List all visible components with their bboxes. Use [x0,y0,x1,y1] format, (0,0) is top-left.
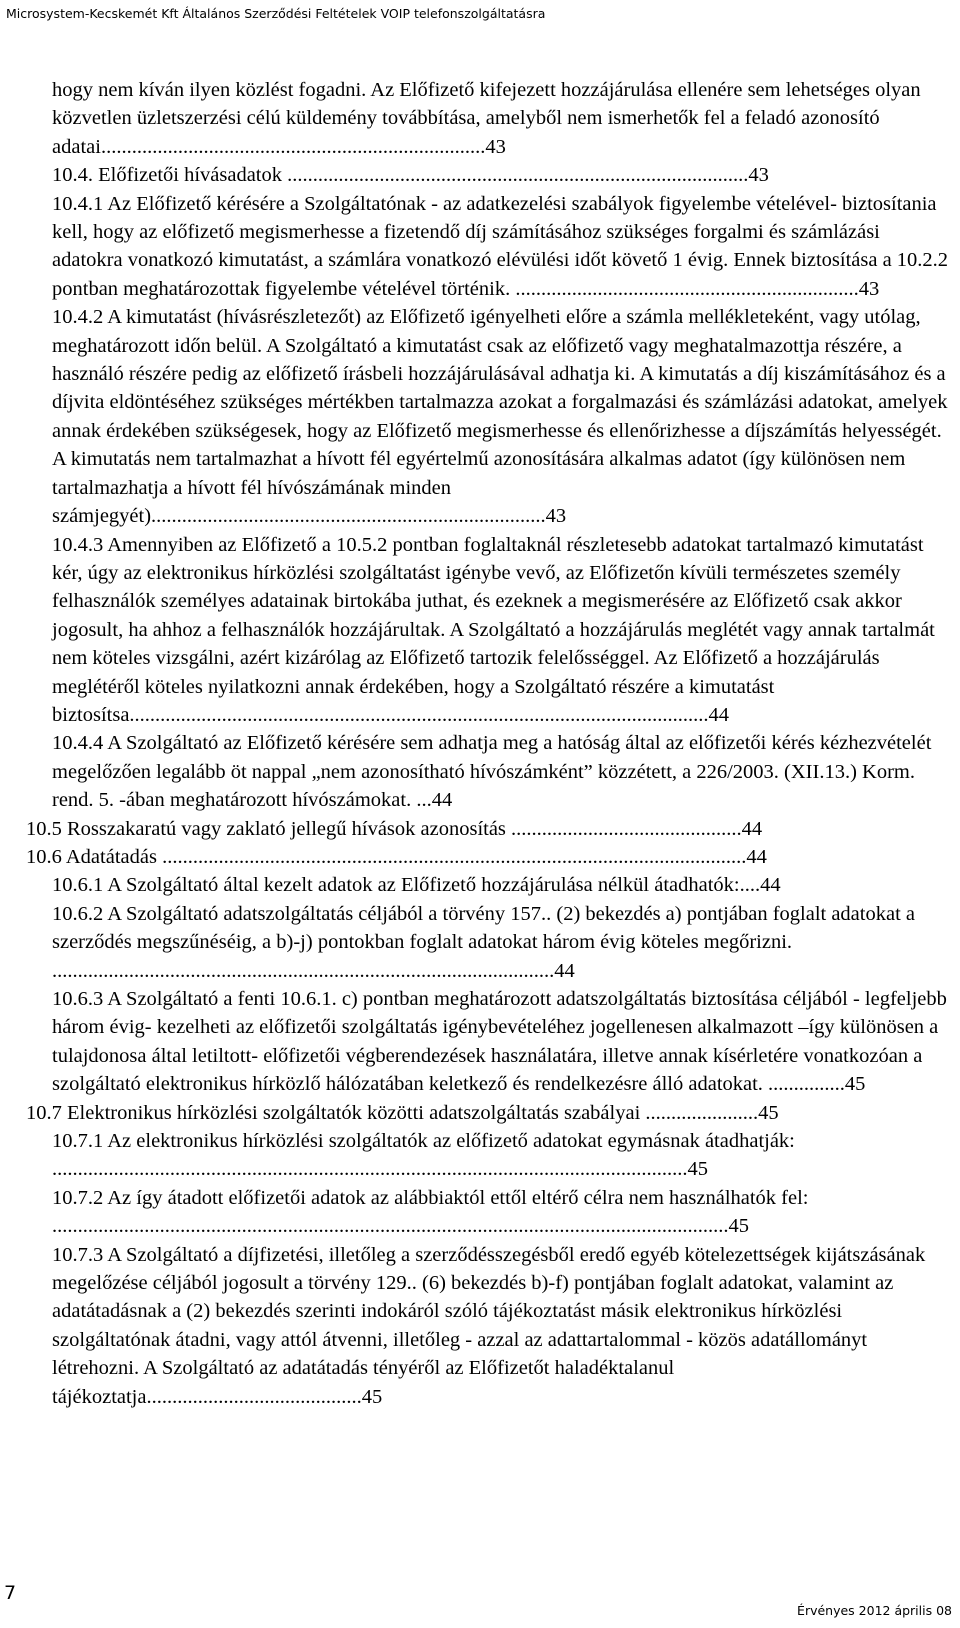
table-of-contents [26,76,953,1411]
toc-entry[interactable]: 10.6.3 A Szolgáltató a fenti 10.6.1. c) pontban meghatározott adatszolgáltatás biztosítása céljából - legfeljebb három évig- kezelheti az előfizetői szolgáltatás igénybevételéhez jogellenesen alkalmazott –így különösen a tulajdonosa által letiltott- előfizetői végberendezések használatára, illetve annak kísérletére vonatkozóan a szolgáltató elektronikus hírközlő hálózatában keletkező és rendelkezésre álló adatokat. ...............45 [52,988,947,1096]
toc-entry[interactable]: 10.7 Elektronikus hírközlési szolgáltatók közötti adatszolgáltatás szabályai ......................45 [26,1101,779,1124]
toc-entry[interactable]: 10.4.1 Az Előfizető kérésére a Szolgáltatónak - az adatkezelési szabályok figyelembe vételével- biztosítania kell, hogy az előfizető megismerhesse a fizetendő díj számításához szükséges forgalmi és számlázási adatokra vonatkozó kimutatást, a számlára vonatkozó elévülési időt követő 1 évig. Ennek biztosítása a 10.2.2 pontban meghatározottak figyelembe vételével történik. ...................................................................43 [52,192,949,300]
toc-entry[interactable]: 10.7.2 Az így átadott előfizetői adatok az alábbiaktól ettől eltérő célra nem használhatók fel: ....................................................................................................................................45 [52,1186,809,1238]
page-header: Microsystem-Kecskemét Kft Általános Szerződési Feltételek VOIP telefonszolgáltatásra [6,6,546,21]
toc-entry[interactable]: 10.7.3 A Szolgáltató a díjfizetési, illetőleg a szerződésszegésből eredő egyéb kötelezettségek kijátszásának megelőzése céljából jogosult a törvény 129.. (6) bekezdés b)-f) pontjában foglalt adatokat, valamint az adatátadásnak a (2) bekezdés szerinti indokáról szóló tájékoztatást másik elektronikus hírközlési szolgáltatónak átadni, vagy attól átvenni, illetőleg - azzal az adattartalommal - közös adatállományt létrehozni. A Szolgáltató az adatátadás tényéről az Előfizetőt haladéktalanul tájékoztatja..........................................45 [52,1243,926,1408]
toc-entry[interactable]: hogy nem kíván ilyen közlést fogadni. Az Előfizető kifejezett hozzájárulása ellenére sem lehetséges olyan közvetlen üzletszerzési célú küldemény továbbítása, amelyből nem ismerhetők fel a feladó azonosító adatai...........................................................................43 [52,79,921,158]
toc-entry[interactable]: 10.4. Előfizetői hívásadatok ..........................................................................................43 [52,164,769,187]
toc-entry[interactable]: 10.6.1 A Szolgáltató által kezelt adatok az Előfizető hozzájárulása nélkül átadhatók:....44 [52,874,781,897]
toc-entry[interactable]: 10.6 Adatátadás ..................................................................................................................44 [26,845,767,868]
toc-entry[interactable]: 10.6.2 A Szolgáltató adatszolgáltatás céljából a törvény 157.. (2) bekezdés a) pontjában foglalt adatokat a szerződés megszűnéséig, a b)-j) pontokban foglalt adatokat három évig köteles megőrizni. ..................................................................................................44 [52,902,915,982]
toc-entry[interactable]: 10.4.4 A Szolgáltató az Előfizető kérésére sem adhatja meg a hatóság által az előfizetői kérés kézhezvételét megelőzően legalább öt nappal „nem azonosítható hívószámként” közzétett, a 226/2003. (XII.13.) Korm. rend. 5. -ában meghatározott hívószámokat. ...44 [52,732,932,812]
toc-entry[interactable]: 10.5 Rosszakaratú vagy zaklató jellegű hívások azonosítás .............................................44 [26,817,763,840]
toc-entry[interactable]: 10.4.3 Amennyiben az Előfizető a 10.5.2 pontban foglaltaknál részletesebb adatokat tartalmazó kimutatást kér, úgy az elektronikus hírközlési szolgáltatást igénybe vevő, az Előfizetőn kívüli természetes személy felhasználók személyes adatainak birtokába juthat, és ezeknek a megismerésére az Előfizető csak akkor jogosult, ha ahhoz a felhasználók hozzájárultak. A Szolgáltató a hozzájárulás meglétét vagy annak tartalmát nem köteles vizsgálni, azért kizárólag az Előfizető tartozik felelősséggel. Az Előfizető a hozzájárulás meglétéről köteles nyilatkozni annak érdekében, hogy a Szolgáltató részére a kimutatást biztosítsa.................................................................................................................44 [52,533,935,726]
page-footer: Érvényes 2012 április 08 [797,1603,952,1618]
toc-entry[interactable]: 10.4.2 A kimutatást (hívásrészletezőt) az Előfizető igényelheti előre a számla mellékleteként, vagy utólag, meghatározott időn belül. A Szolgáltató a kimutatást csak az előfizető vagy meghatalmazottja részére, a használó részére pedig az előfizető írásbeli hozzájárulásával adhatja ki. A kimutatás a díj kiszámításához és a díjvita eldöntéséhez szükséges mértékben tartalmazza azokat a forgalmazási és számlázási adatokat, amelyek annak érdekében szükségesek, hogy az Előfizető megismerhesse és ellenőrizhesse a díjszámítás helyességét. A kimutatás nem tartalmazhat a hívott fél egyértelmű azonosítására alkalmas adatot (így különösen nem tartalmazhatja a hívott fél hívószámának minden számjegyét).............................................................................43 [52,306,948,528]
toc-entry[interactable]: 10.7.1 Az elektronikus hírközlési szolgáltatók az előfizető adatokat egymásnak átadhatják: ............................................................................................................................45 [52,1130,795,1181]
page-number: 7 [4,1582,17,1604]
